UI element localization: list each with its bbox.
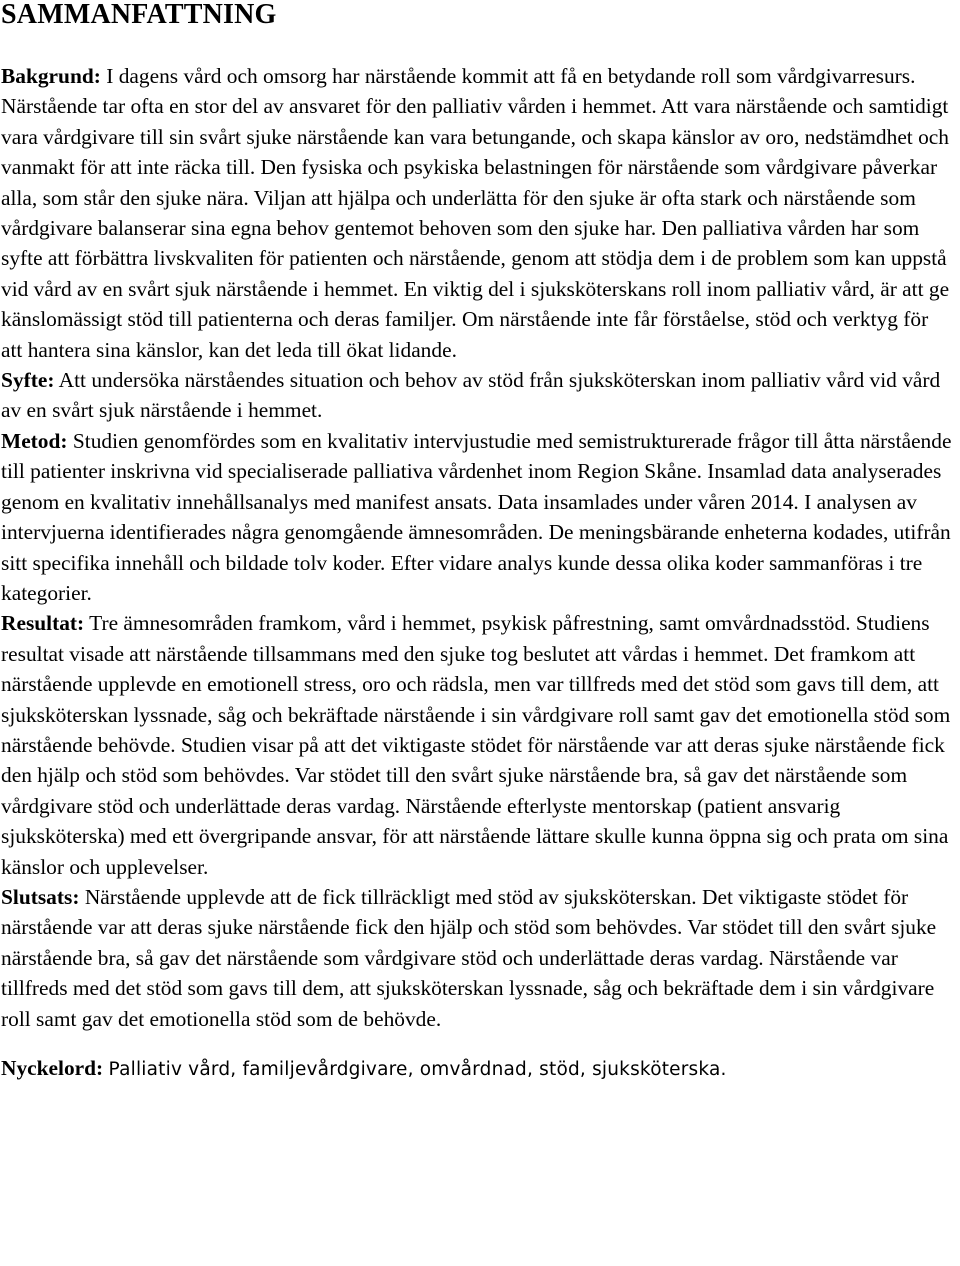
section-text-metod: Studien genomfördes som en kvalitativ intervjustudie med semistrukturerade frågor till åtta närstående till patienter inskrivna vid specialiserade palliativa vårdenhet inom Region Skåne. Insamlad data analyserades genom en kvalitativ innehållsanalys med manifest ansats. Data insamlades under våren 2014. I analysen av intervjuerna identifierades några genomgående ämnesområden. De meningsbärande enheterna kodades, utifrån sitt specifika innehåll och bildade tolv koder. Efter vidare analys kunde dessa olika koder sammanföras i tre kategorier. (1, 428, 952, 605)
section-nyckelord (1, 1053, 953, 1085)
section-resultat (1, 608, 953, 882)
section-label-bakgrund: Bakgrund: (1, 64, 101, 88)
section-text-nyckelord: Palliativ vård, familjevårdgivare, omvårdnad, stöd, sjuksköterska. (108, 1059, 727, 1080)
section-label-resultat: Resultat: (1, 611, 85, 636)
section-label-nyckelord: Nyckelord: (1, 1056, 104, 1080)
section-syfte (1, 365, 953, 426)
section-text-slutsats: Närstående upplevde att de fick tillräckligt med stöd av sjuksköterskan. Det viktigaste stödet för närstående var att deras sjuke närstående fick den hjälp och stöd som behövdes. Var stödet till den svårt sjuke närstående bra, så gav det närstående som vårdgivare stöd och underlättade deras vardag. Närstående var tillfreds med det stöd som gavs till dem, att sjuksköterskan lyssnade, såg och bekräftade dem i sin vårdgivare roll samt gav det emotionella stöd som de behövde. (1, 884, 937, 1031)
section-label-slutsats: Slutsats: (1, 884, 80, 909)
section-slutsats (1, 882, 953, 1034)
section-text-syfte: Att undersöka närståendes situation och behov av stöd från sjuksköterskan inom palliativ vård vid vård av en svårt sjuk närstående i hemmet. (1, 368, 941, 423)
section-metod (1, 426, 953, 608)
page-title: SAMMANFATTNING (1, 0, 277, 30)
section-text-resultat: Tre ämnesområden framkom, vård i hemmet, psykisk påfrestning, samt omvårdnadsstöd. Studiens resultat visade att närstående tillsammans med den sjuke tog beslutet att vårdas i hemmet. Det framkom att närstående upplevde en emotionell stress, oro och rädsla, men var tillfreds med det stöd som gavs till dem, att sjuksköterskan lyssnade, såg och bekräftade närstående i sin vårdgivare roll samt gav det emotionella stöd som närstående behövde. Studien visar på att det viktigaste stödet för närstående var att deras sjuke närstående fick den hjälp och stöd som behövdes. Var stödet till den svårt sjuke närstående bra, så gav det närstående som vårdgivare stöd och underlättade deras vardag. Närstående efterlyste mentorskap (patient ansvarig sjuksköterska) med ett övergripande ansvar, för att närstående lättare skulle kunna öppna sig och prata om sina känslor och upplevelser. (1, 611, 951, 879)
section-text-bakgrund: I dagens vård och omsorg har närstående kommit att få en betydande roll som vårdgivarresurs. Närstående tar ofta en stor del av ansvaret för den palliativ vården i hemmet. Att vara närstående och samtidigt vara vårdgivare till sin svårt sjuke närstående kan vara betungande, och skapa känslor av oro, nedstämdhet och vanmakt för att inte räcka till. Den fysiska och psykiska belastningen för närstående som vårdgivare påverkar alla, som står den sjuke nära. Viljan att hjälpa och underlätta för den sjuke är ofta stark och närstående som vårdgivare balanserar sina egna behov gentemot behoven som den sjuke har. Den palliativa vården har som syfte att förbättra livskvaliten för patienten och närstående, genom att stödja dem i de problem som kan uppstå vid vård av en svårt sjuk närstående i hemmet. En viktig del i sjuksköterskans roll inom palliativ vård, är att ge känslomässigt stöd till patienterna och deras familjer. Om närstående inte får förståelse, stöd och verktyg för att hantera sina känslor, kan det leda till ökat lidande. (1, 64, 950, 362)
section-label-syfte: Syfte: (1, 368, 55, 393)
section-label-metod: Metod: (1, 428, 68, 453)
section-bakgrund (1, 61, 953, 365)
